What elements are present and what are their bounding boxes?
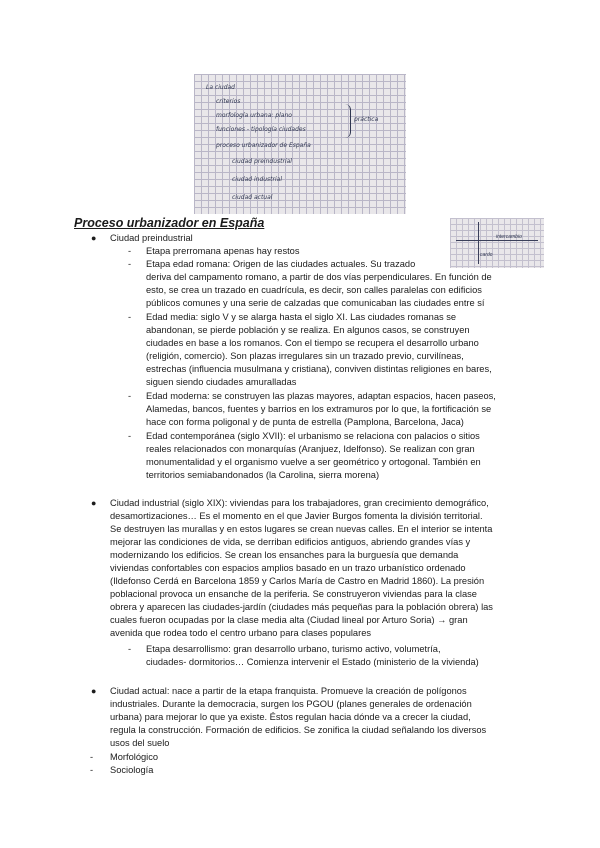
dash-icon: -	[128, 312, 132, 322]
stage-text: Etapa edad romana: Origen de las ciudades actuales. Su trazado	[146, 259, 416, 269]
grid-sketch	[450, 218, 544, 268]
stage-text: Etapa desarrollismo: gran desarrollo urbano, turismo activo, volumetría,	[146, 644, 441, 654]
paragraph-line: avenida que rodea todo el centro urbano para clases populares	[110, 628, 372, 638]
stage-text: territorios semiabandonados (la Carolina, sierra morena)	[146, 470, 380, 480]
paragraph-line: modernizando los edificios. Se crean los ensanches para la burguesía que demanda	[110, 550, 459, 560]
paragraph-line: cuales fueron ocupadas por la clase media alta (Ciudad lineal por Arturo Soria) → gran	[110, 615, 468, 625]
paragraph-line: usos del suelo	[110, 738, 170, 748]
paragraph-line: Se destruyen las murallas y en estos lugares se crean nuevas calles. En el interior se intenta	[110, 524, 493, 534]
paragraph-line: obrera y aparecen las ciudades-jardín (ciudades más pequeñas para la población obrera) las	[110, 602, 493, 612]
bracket-mark	[344, 104, 351, 138]
stage-text: hace con forma poligonal y de punta de estrella (Pamplona, Barcelona, Jaca)	[146, 417, 464, 427]
paragraph-line: urbana) para mejorar lo que ya existe. Éstos regulan hacia dónde va a crecer la ciudad,	[110, 712, 471, 722]
stage-text: ciudades- dormitorios… Comienza intervenir el Estado (ministerio de la vivienda)	[146, 657, 479, 667]
bullet-icon: ●	[91, 498, 97, 508]
list-item: Morfológico	[110, 752, 159, 762]
paragraph-line: mejorar las condiciones de vida, se derriban edificios antiguos, abriendo grandes vías y	[110, 537, 471, 547]
stage-text: (religión, comercio). Son plazas irregulares sin un trazado previo, curvilíneas,	[146, 351, 464, 361]
note-title: La ciudad	[206, 84, 235, 91]
sketch-decumanus-line	[456, 240, 538, 241]
bullet-icon: ●	[91, 233, 97, 243]
sketch-cardo-line	[478, 222, 479, 264]
dash-icon: -	[128, 391, 132, 401]
stage-text: reales relacionados con monarquías (Aranjuez, Idelfonso). Se realizan con gran	[146, 444, 475, 454]
paragraph-line: industriales. Durante la democracia, surgen los PGOU (planes generales de ordenación	[110, 699, 472, 709]
stage-text: Alamedas, bancos, fuentes y barrios en los extramuros por lo que, la fortificación se	[146, 404, 492, 414]
note-item: ciudad actual	[232, 194, 273, 201]
stage-text: Edad media: siglo V y se alarga hasta el siglo XI. Las ciudades romanas se	[146, 312, 457, 322]
stage-text: Etapa prerromana apenas hay restos	[146, 246, 300, 256]
sketch-label-right: intercambio	[496, 234, 522, 240]
dash-icon: -	[128, 431, 132, 441]
stage-text: Edad moderna: se construyen las plazas mayores, adaptan espacios, hacen paseos,	[146, 391, 496, 401]
paragraph-line: poblacional provoca un ensanche de la periferia. Se construyeron viviendas para la clase	[110, 589, 477, 599]
paragraph-line: viviendas confortables con espacios amplios basado en un trazo urbanístico ordenado	[110, 563, 466, 573]
stage-text: siguen siendo ciudades amuralladas	[146, 377, 297, 387]
stage-text: ciudades en base a los romanos. Con el tiempo se recupera el desarrollo urbano	[146, 338, 479, 348]
section-label: Ciudad preindustrial	[110, 233, 193, 243]
stage-text: estrechas (influencia musulmana y cristiana), conviven distintas religiones en bares,	[146, 364, 492, 374]
page-title: Proceso urbanizador en España	[74, 216, 265, 230]
handwritten-notes-photo	[194, 74, 406, 214]
dash-icon: -	[90, 752, 94, 762]
dash-icon: -	[128, 246, 132, 256]
paragraph-line: Ciudad industrial (siglo XIX): viviendas para los trabajadores, gran crecimiento demográfico,	[110, 498, 489, 508]
dash-icon: -	[128, 259, 132, 269]
dash-icon: -	[90, 765, 94, 775]
dash-icon: -	[128, 644, 132, 654]
paragraph-line: desamortizaciones… Es el momento en el que Javier Burgos fomenta la división territorial.	[110, 511, 483, 521]
paragraph-line: (Ildefonso Cerdá en Barcelona 1859 y Carlos María de Castro en Madrid 1860). La presión	[110, 576, 485, 586]
stage-text: abandonan, se pierde población y se realiza. En algunos casos, se construyen	[146, 325, 470, 335]
stage-text: Edad contemporánea (siglo XVII): el urbanismo se relaciona con palacios o sitios	[146, 431, 480, 441]
stage-text: deriva del campamento romano, a partir de dos vías perpendiculares. En función de	[146, 272, 492, 282]
note-item: criterios	[216, 98, 241, 105]
bullet-icon: ●	[91, 686, 97, 696]
stage-text: monumentalidad y el organismo vuelve a ser geométrico y ortogonal. También en	[146, 457, 481, 467]
note-item: ciudad industrial	[232, 176, 283, 183]
note-item: morfología urbana: plano	[216, 112, 292, 119]
note-item: funciones - tipología ciudades	[216, 126, 306, 133]
note-item: ciudad preindustrial	[232, 158, 292, 165]
note-item: proceso urbanizador de España	[216, 142, 311, 149]
list-item: Sociología	[110, 765, 154, 775]
sketch-label-bottom: cardo	[480, 252, 493, 258]
paragraph-line: Ciudad actual: nace a partir de la etapa franquista. Promueve la creación de polígonos	[110, 686, 467, 696]
paragraph-line: regula la construcción. Formación de edificios. Se zonifica la ciudad señalando los diversos	[110, 725, 487, 735]
stage-text: esto, se crea un trazado en cuadrícula, es decir, son calles paralelas con edificios	[146, 285, 482, 295]
note-bracket-label: práctica	[354, 116, 379, 123]
stage-text: públicos comunes y una serie de calzadas que comunicaban las ciudades entre sí	[146, 298, 485, 308]
